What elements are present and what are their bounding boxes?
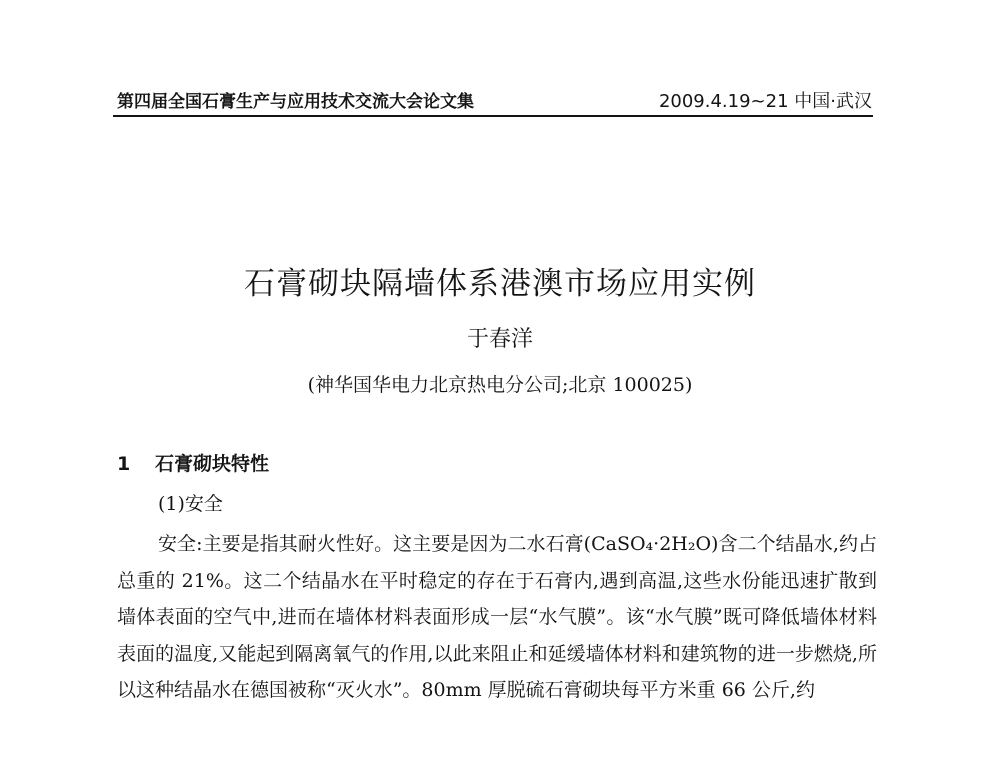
running-header-date-place: 2009.4.19~21 中国·武汉 [658, 91, 872, 112]
running-header-proceedings: 第四届全国石膏生产与应用技术交流大会论文集 [117, 92, 474, 112]
author-affiliation: (神华国华电力北京热电分公司;北京 100025) [307, 374, 693, 396]
section-title: 石膏砌块特性 [155, 453, 270, 475]
section-heading [117, 449, 269, 476]
author-name: 于春洋 [466, 327, 533, 352]
body-paragraph: 安全:主要是指其耐火性好。这主要是因为二水石膏(CaSO₄·2H₂O)含二个结晶水,约占总重的 21%。这二个结晶水在平时稳定的存在于石膏内,遇到高温,这些水份能迅速扩散到墙体表面的空气中,进而在墙体材料表面形成一层“水气膜”。该“水气膜”既可降低墙体材料表面的温度,又能起到隔离氧气的作用,以此来阻止和延缓墙体材料和建筑物的进一步燃烧,所以这种结晶水在德国被称“灭火水”。80mm 厚脱硫石膏砌块每平方米重 66 公斤,约 [117, 533, 877, 701]
header-rule [113, 115, 873, 117]
subsection-heading: (1)安全 [158, 493, 223, 515]
paper-title: 石膏砌块隔墙体系港澳市场应用实例 [244, 266, 756, 302]
body-text [117, 526, 877, 709]
section-number: 1 [117, 453, 131, 475]
